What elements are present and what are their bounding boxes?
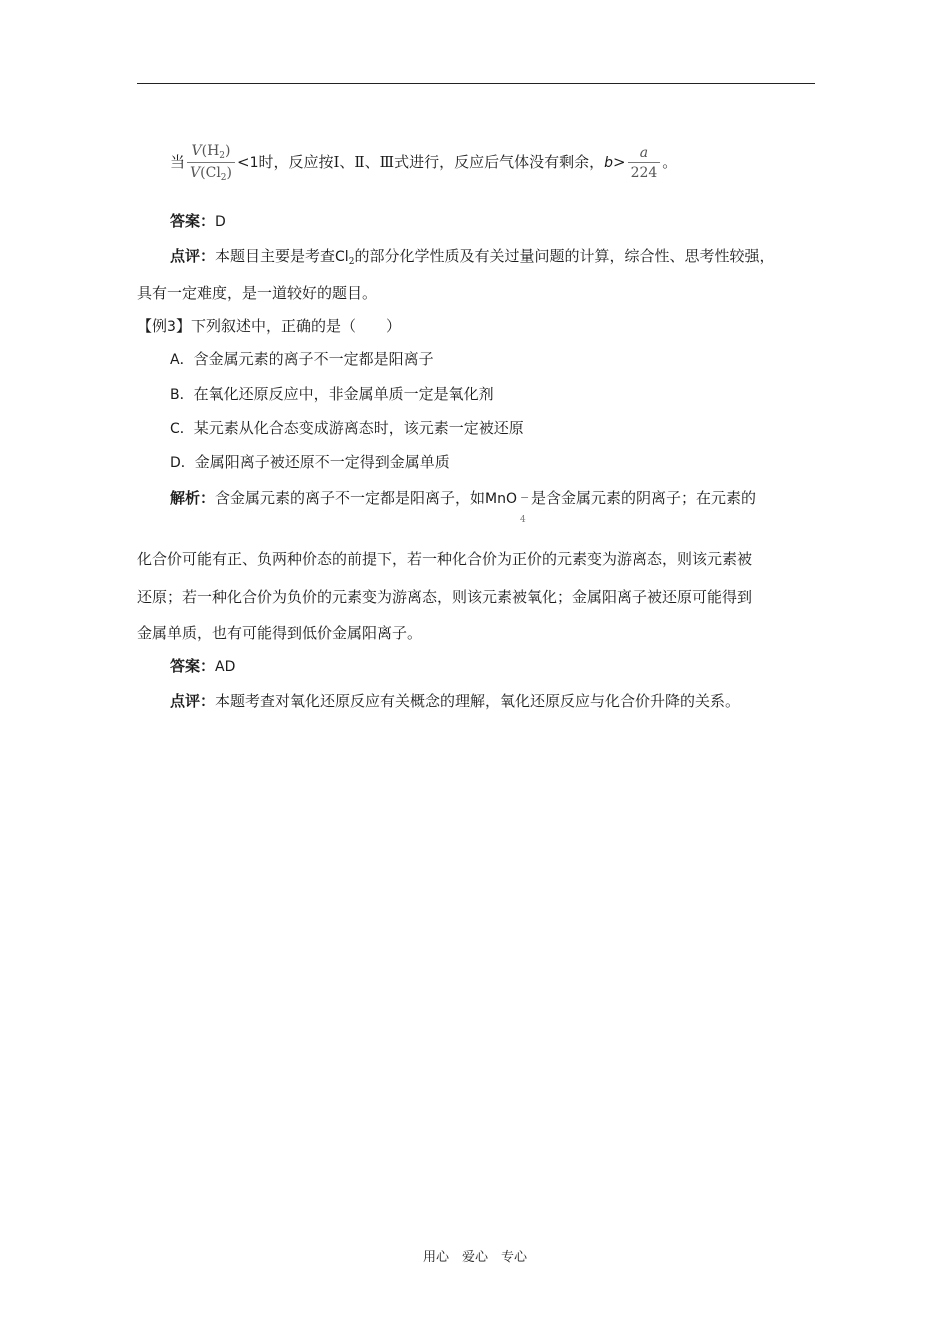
header-rule (137, 83, 815, 84)
cl-subscript: 2 (348, 257, 355, 267)
analysis-text-b: 是含金属元素的阴离子；在元素的 (531, 489, 757, 507)
page-footer: 用心 爱心 专心 (422, 1250, 527, 1265)
mno-superscript: − (520, 491, 530, 504)
fraction2-numerator: a (628, 144, 661, 163)
analysis-line-3 (137, 587, 752, 607)
example-question: 下列叙述中，正确的是（ ） (190, 317, 401, 335)
condition-text: 时，反应按Ⅰ、Ⅱ、Ⅲ式进行，反应后气体没有剩余， (258, 153, 605, 171)
option-d (170, 452, 450, 473)
comment-line-2 (137, 283, 377, 303)
one-value: 1 (249, 155, 259, 171)
comment-line-1 (170, 246, 774, 269)
option-text: 某元素从化合态变成游离态时，该元素一定被还原 (193, 419, 524, 437)
example-number: 3 (167, 319, 176, 335)
b-variable: b (604, 155, 613, 171)
analysis-line-1 (170, 488, 757, 525)
denominator-v: V (190, 164, 201, 181)
prefix-text: 当 (170, 153, 186, 171)
option-letter: A． (170, 352, 194, 368)
numerator-close: ) (225, 142, 231, 159)
analysis-text-line2: 化合价可能有正、负两种价态的前提下，若一种化合价为正价的元素变为游离态，则该元素被 (137, 550, 753, 568)
greater-than-sign: > (612, 153, 626, 171)
comment-text: 本题考查对氧化还原反应有关概念的理解，氧化还原反应与化合价升降的关系。 (215, 692, 741, 710)
ratio-condition-line (170, 136, 677, 188)
example-3-heading (137, 316, 401, 337)
option-letter: C． (170, 421, 194, 437)
option-text: 在氧化还原反应中，非金属单质一定是氧化剂 (193, 385, 494, 403)
analysis-label: 解析： (170, 489, 216, 507)
option-a (170, 349, 434, 370)
option-letter: D． (170, 455, 195, 471)
example-bracket-close: 】 (175, 317, 191, 335)
comment-line-3 (170, 691, 740, 711)
less-than-sign: < (237, 153, 250, 171)
option-c (170, 418, 524, 439)
mno-formula: MnO (485, 491, 518, 507)
comment-label: 点评： (170, 692, 216, 710)
comment-text-line2: 具有一定难度，是一道较好的题目。 (137, 284, 378, 302)
comment-label: 点评： (170, 247, 216, 265)
fraction-denominator (187, 163, 235, 185)
cl-symbol: Cl (335, 249, 349, 265)
comment-text-b: 的部分化学性质及有关过量问题的计算，综合性、思考性较强， (354, 247, 775, 265)
denominator-sub: 2 (220, 172, 227, 183)
numerator-v: V (191, 142, 202, 159)
analysis-text-line3: 还原；若一种化合价为负价的元素变为游离态，则该元素被氧化；金属阳离子被还原可能得到 (137, 588, 753, 606)
a-over-224-fraction (628, 144, 661, 183)
answer-line-2 (170, 656, 235, 677)
analysis-line-4 (137, 623, 422, 643)
denominator-cl: (Cl (200, 164, 221, 181)
period: 。 (662, 153, 678, 171)
answer-line-1 (170, 211, 226, 232)
example-bracket-open: 【例 (137, 317, 168, 335)
option-b (170, 384, 494, 405)
answer-label: 答案： (170, 212, 216, 230)
mno-charge-script (517, 488, 531, 525)
option-text: 含金属元素的离子不一定都是阳离子 (193, 350, 434, 368)
option-letter: B． (170, 387, 194, 403)
answer-value: D (215, 214, 226, 230)
numerator-sub: 2 (219, 150, 226, 161)
option-text: 金属阳离子被还原不一定得到金属单质 (194, 453, 450, 471)
analysis-text-a: 含金属元素的离子不一定都是阳离子，如 (215, 489, 486, 507)
fraction-numerator (187, 142, 235, 163)
mno-subscript: 4 (520, 515, 526, 525)
analysis-text-line4: 金属单质，也有可能得到低价金属阳离子。 (137, 624, 423, 642)
fraction2-denominator: 224 (630, 164, 658, 181)
answer-label: 答案： (170, 657, 216, 675)
analysis-line-2 (137, 549, 752, 569)
volume-ratio-fraction (187, 142, 235, 185)
answer-value: AD (215, 659, 236, 675)
comment-text-a: 本题目主要是考查 (215, 247, 336, 265)
numerator-h: (H (201, 142, 220, 159)
denominator-close: ) (226, 164, 232, 181)
